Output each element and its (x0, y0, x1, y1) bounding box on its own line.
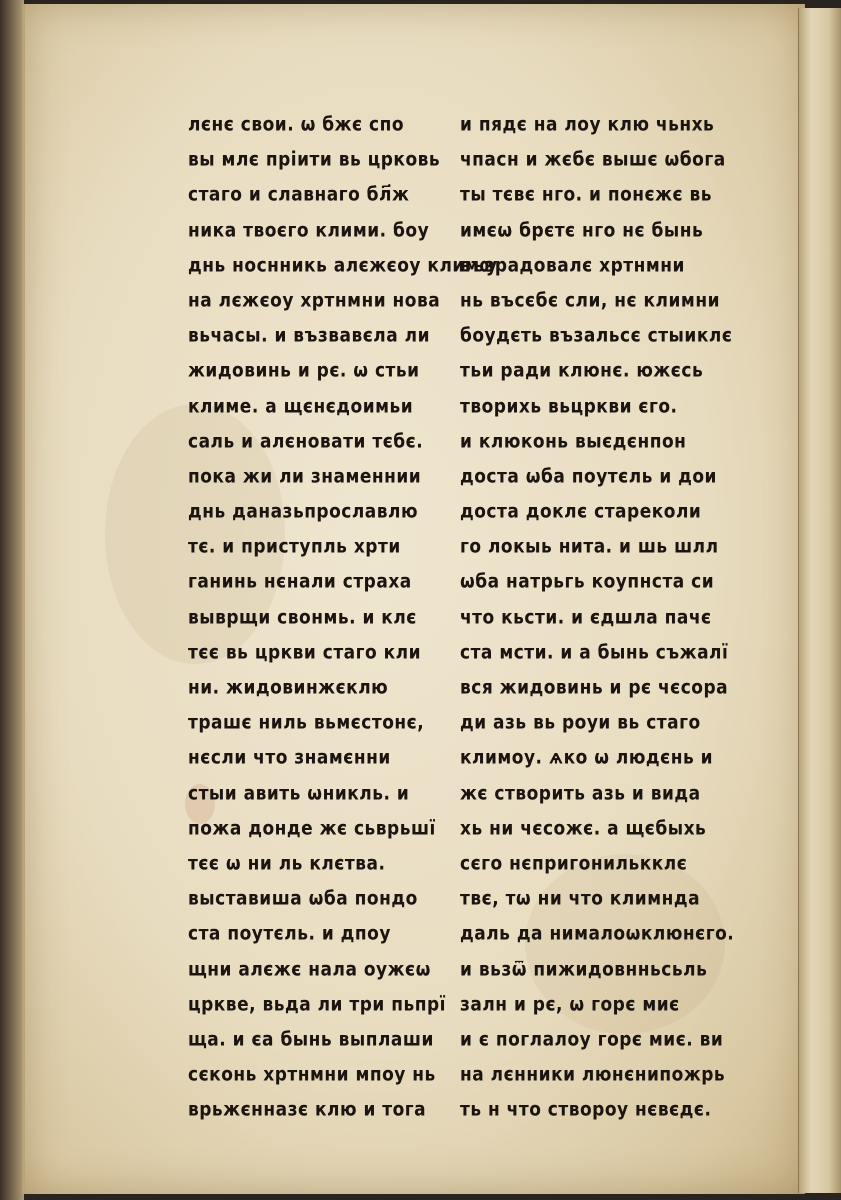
right-text-column (460, 108, 735, 1128)
book-spine (0, 0, 24, 1200)
text-line: твє, тѡ ни что климнда (460, 887, 701, 911)
text-line: доста доклє стареколи (460, 500, 702, 524)
text-line: днь даназьпрославлю (188, 500, 419, 524)
text-line: стыи авить ѡникль. и (188, 781, 410, 805)
text-line: лєнє свои. ѡ бжє спо (188, 113, 405, 137)
text-line: врьжєнназє клю и тога (188, 1098, 427, 1122)
text-line: ть н что створоу нєвєдє. (460, 1098, 712, 1122)
text-line: нь въсєбє сли, нє климни (460, 289, 720, 313)
text-line: тє. и приступль хрти (188, 535, 401, 559)
text-line: и вьзѿ пижидовнньсьль (460, 957, 708, 981)
facing-page-edge (798, 8, 841, 1193)
text-line: тєє ѡ ни ль клєтва. (188, 852, 386, 876)
text-line: выставиша ѡба пондо (188, 887, 418, 911)
text-line: и є поглалоу горє миє. ви (460, 1028, 724, 1052)
text-line: чпасн и жєбє вышє ѡбога (460, 148, 726, 172)
text-line: климе. а щєнєдоимьи (188, 394, 414, 418)
text-line: го локыь нита. и шь шлл (460, 535, 719, 559)
text-line: днь носнникь алєжєоу климѹ (188, 254, 498, 278)
text-line: ты тєвє нго. и понєжє вь (460, 183, 713, 207)
text-line: вся жидовинь и рє чєсора (460, 676, 729, 700)
text-line: щни алєжє нала оужєѡ (188, 957, 431, 981)
text-line: залн и рє, ѡ горє миє (460, 993, 680, 1017)
text-line: възрадовалє хртнмни (460, 254, 685, 278)
text-line: пожа донде жє сьврьшї (188, 817, 436, 841)
text-line: сєконь хртнмни мпоу нь (188, 1063, 436, 1087)
text-line: сєго нєпригонилькклє (460, 852, 688, 876)
text-line: что кьсти. и єдшла пачє (460, 606, 712, 630)
text-line: трашє ниль вьмєстонє, (188, 711, 425, 735)
text-line: нєсли что знамєнни (188, 746, 391, 770)
left-text-column (188, 108, 498, 1128)
text-line: пока жи ли знаменнии (188, 465, 422, 489)
text-line: на лєнники люнєнипожрь (460, 1063, 726, 1087)
text-line: творихь вьцркви єго. (460, 394, 678, 418)
text-line: ста мсти. и а бынь съжалї (460, 641, 729, 665)
text-line: стаго и славнаго бл҃ж (188, 183, 410, 207)
text-line: цркве, вьда ли три пьпрї (188, 993, 446, 1017)
text-line: ди азь вь роуи вь стаго (460, 711, 701, 735)
text-line: вы млє пріити вь црковь (188, 148, 441, 172)
text-line: и клюконь выєдєнпон (460, 430, 687, 454)
text-line: тєє вь цркви стаго кли (188, 641, 422, 665)
text-line: ща. и єа бынь выплаши (188, 1028, 434, 1052)
text-line: боудєть възальсє стыиклє (460, 324, 733, 348)
text-line: саль и алєновати тєбє. (188, 430, 424, 454)
text-line: ни. жидовинжєклю (188, 676, 389, 700)
text-line: тьи ради клюнє. южєсь (460, 359, 704, 383)
text-line: хь ни чєсожє. а щєбыхь (460, 817, 707, 841)
text-line: жє створить азь и вида (460, 781, 701, 805)
text-line: ника твоєго клими. боу (188, 218, 430, 242)
text-line: выврщи свонмь. и клє (188, 606, 417, 630)
text-line: даль да нималоѡклюнєго. (460, 922, 735, 946)
text-line: климоу. ѧко ѡ людєнь и (460, 746, 714, 770)
text-line: вьчасы. и възвавєла ли (188, 324, 430, 348)
text-line: ста поутєль. и дпоу (188, 922, 391, 946)
text-line: на лєжєоу хртнмни нова (188, 289, 441, 313)
text-line: имєѡ брєтє нго нє бынь (460, 218, 704, 242)
text-line: ганинь нєнали страха (188, 570, 412, 594)
text-line: доста ѡба поутєль и дои (460, 465, 717, 489)
text-line: и пядє на лоу клю чьнхь (460, 113, 715, 137)
text-line: жидовинь и рє. ѡ стьи (188, 359, 420, 383)
text-line: ѡба натрьгь коупнста си (460, 570, 715, 594)
